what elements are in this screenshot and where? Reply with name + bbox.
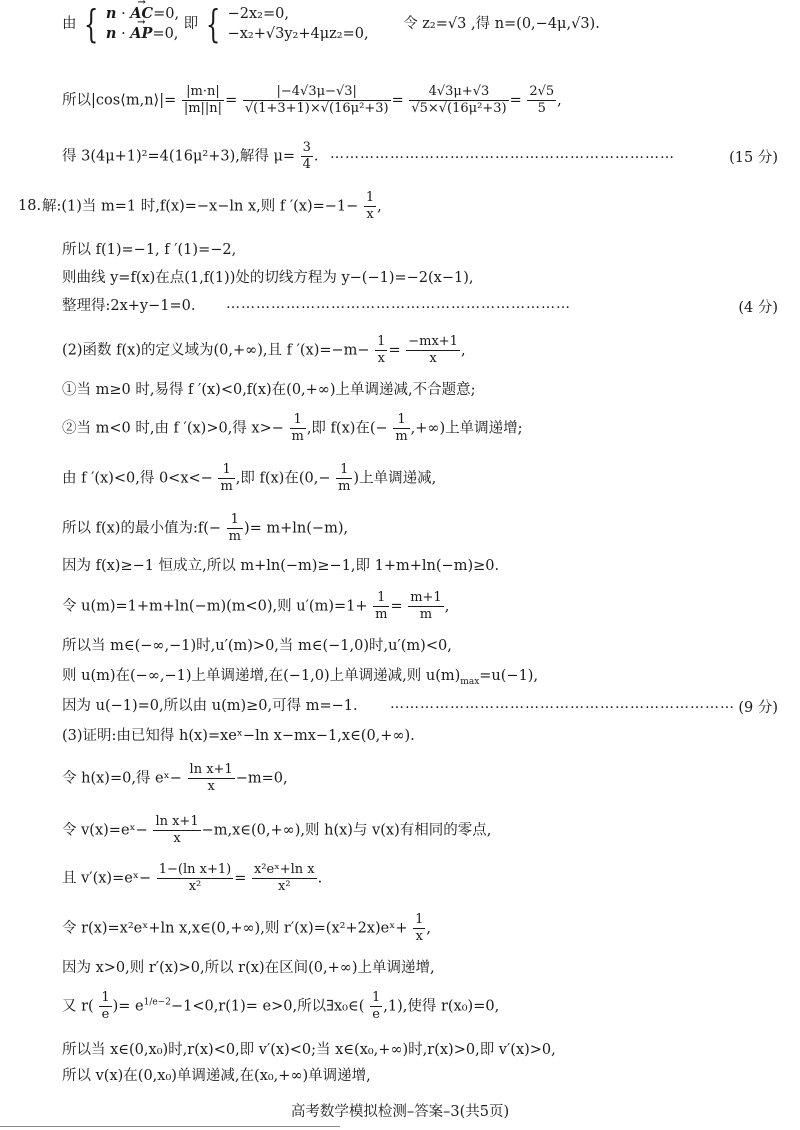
s18-line-19: 令 r(x)=x²eˣ+ln x,x∈(0,+∞),则 r′(x)=(x²+2x)eˣ+ $\frac{1}{x}$ ,: [62, 912, 432, 944]
s18-line-21: 又 r( $\frac{1}{e}$ )= $e^{1/e-2}-1<0,r(1)= e>0$,所以∃x₀∈( $\frac{1}{e}$ ,1),使得 r(x₀)=0,: [62, 990, 500, 1022]
score-9: (9 分): [738, 700, 778, 716]
s17-mu-line: 得 3(4μ+1)²=4(16μ²+3),解得 μ= $\frac{3}{4}$ .: [62, 140, 319, 172]
s18-line-15: (3)证明:由已知得 h(x)=xeˣ−ln x−mx−1,x∈(0,+∞).: [62, 728, 415, 744]
s18-line-2: 所以 f(1)=−1, f ′(1)=−2,: [62, 242, 237, 258]
s18-line-10: 因为 f(x)≥−1 恒成立,所以 m+ln(−m)≥−1,即 1+m+ln(−m)≥0.: [62, 558, 500, 574]
page-footer: 高考数学模拟检测–答案–3(共5页): [290, 1104, 510, 1120]
score-15: (15 分): [729, 150, 778, 166]
s18-line-13: 则 u(m)在(−∞,−1)上单调递增,在(−1,0)上单调递减,则 $u(m)_{max}=u(-1)$,: [62, 668, 539, 687]
s18-line-18: 且 v′(x)=eˣ− $\frac{\text{1−(ln x+1)}}{\text{x²}}$ = $\frac{\text{x²eˣ+ln x}}{\text{x²}}$ .: [62, 862, 323, 894]
text-you: 由: [62, 16, 77, 32]
s18-line-5: (2)函数 f(x)的定义域为(0,+∞),且 f ′(x)=−m− $\frac{1}{x}$ = $\frac{-mx+1}{x}$ ,: [62, 334, 466, 366]
s18-line-22: 所以当 x∈(0,x₀)时,r(x)<0,即 v′(x)<0;当 x∈(x₀,+∞)时,r(x)>0,即 v′(x)>0,: [62, 1042, 556, 1058]
cos-frac-2: $\frac{|-4√3\mu-√3|}{\text{√(1+3+1)×√(16μ²+3)}}$: [244, 84, 389, 116]
s18-line-9: 所以 f(x)的最小值为:f(− $\frac{1}{m}$ )= m+ln(−m),: [62, 512, 349, 544]
set-z2-text: 令 z₂=√3 ,得 n=(0,−4μ,√3).: [403, 16, 600, 32]
left-brace-1: {: [83, 2, 99, 46]
s18-line-23: 所以 v(x)在(0,x₀)单调递减,在(x₀,+∞)单调递增,: [62, 1068, 371, 1084]
s18-line-11: 令 u(m)=1+m+ln(−m)(m<0),则 u′(m)=1+ $\frac{1}{m}$ = $\frac{m+1}{m}$ ,: [62, 590, 450, 622]
coordinate-equations: −2x₂=0, −x₂+√3y₂+4μz₂=0,: [227, 6, 369, 42]
s18-line-1: 解:(1)当 m=1 时,f(x)=−x−ln x,则 f ′(x)=−1− $\frac{1}{x}$ ,: [42, 190, 382, 222]
score-dots-4: ……………………………………………………………: [226, 296, 571, 312]
s18-line-6: ①当 m≥0 时,易得 f ′(x)<0,f(x)在(0,+∞)上单调递减,不合题意;: [62, 382, 476, 398]
s18-line-8: 由 f ′(x)<0,得 0<x<− $\frac{1}{m}$ ,即 f(x)在(0,− $\frac{1}{m}$ )上单调递减,: [62, 462, 437, 494]
s18-line-7: ②当 m<0 时,由 f ′(x)>0,得 x>− $\frac{1}{m}$ ,即 f(x)在(− $\frac{1}{m}$ ,+∞)上单调递增;: [62, 412, 523, 444]
text-ji: 即: [183, 16, 199, 32]
cos-frac-4: $\frac{2√5}{5}$: [529, 84, 555, 116]
s18-line-4: 整理得:2x+y−1=0.: [62, 298, 196, 314]
s18-line-12: 所以当 m∈(−∞,−1)时,u′(m)>0,当 m∈(−1,0)时,u′(m)<0,: [62, 638, 452, 654]
left-brace-2: {: [205, 2, 221, 46]
vector-conditions: n · → AC=0, n · → AP=0,: [106, 4, 179, 44]
s18-line-3: 则曲线 y=f(x)在点(1,f(1))处的切线方程为 y−(−1)=−2(x−1),: [62, 270, 474, 286]
cos-frac-1: $\frac{|m\cdot n|}{|m||n|}$: [183, 84, 223, 116]
mu-frac: $\frac{3}{4}$: [302, 140, 311, 172]
score-dots-9: ……………………………………………………………: [390, 696, 735, 712]
s18-line-16: 令 h(x)=0,得 eˣ− $\frac{\text{ln x+1}}{x}$ −m=0,: [62, 762, 288, 794]
s17-cos-line: 所以|cos⟨m,n⟩|= $\frac{|m\cdot n|}{|m||n|}$ = $\frac{|-4√3\mu-√3|}{\text{√(1+3+1)×√(16μ²+3)}}$ = $\frac{4√3\mu+√3}{\text{√5×√(16μ²+3)}}$ = $\frac{2√5}{5}$ ,: [62, 84, 562, 116]
s18-line-14: 因为 u(−1)=0,所以由 u(m)≥0,可得 m=−1.: [62, 698, 358, 714]
s17-system-line: [62, 4, 600, 44]
cos-frac-3: $\frac{4√3\mu+√3}{\text{√5×√(16μ²+3)}}$: [411, 84, 507, 116]
question-number-18: 18.: [18, 198, 42, 214]
footer-rule: [0, 1126, 340, 1127]
score-dots-15: ……………………………………………………………: [330, 146, 675, 162]
s18-line-20: 因为 x>0,则 r′(x)>0,所以 r(x)在区间(0,+∞)上单调递增,: [62, 960, 435, 976]
score-4: (4 分): [738, 300, 778, 316]
s18-line-17: 令 v(x)=eˣ− $\frac{\text{ln x+1}}{x}$ −m,x∈(0,+∞),则 h(x)与 v(x)有相同的零点,: [62, 814, 492, 846]
